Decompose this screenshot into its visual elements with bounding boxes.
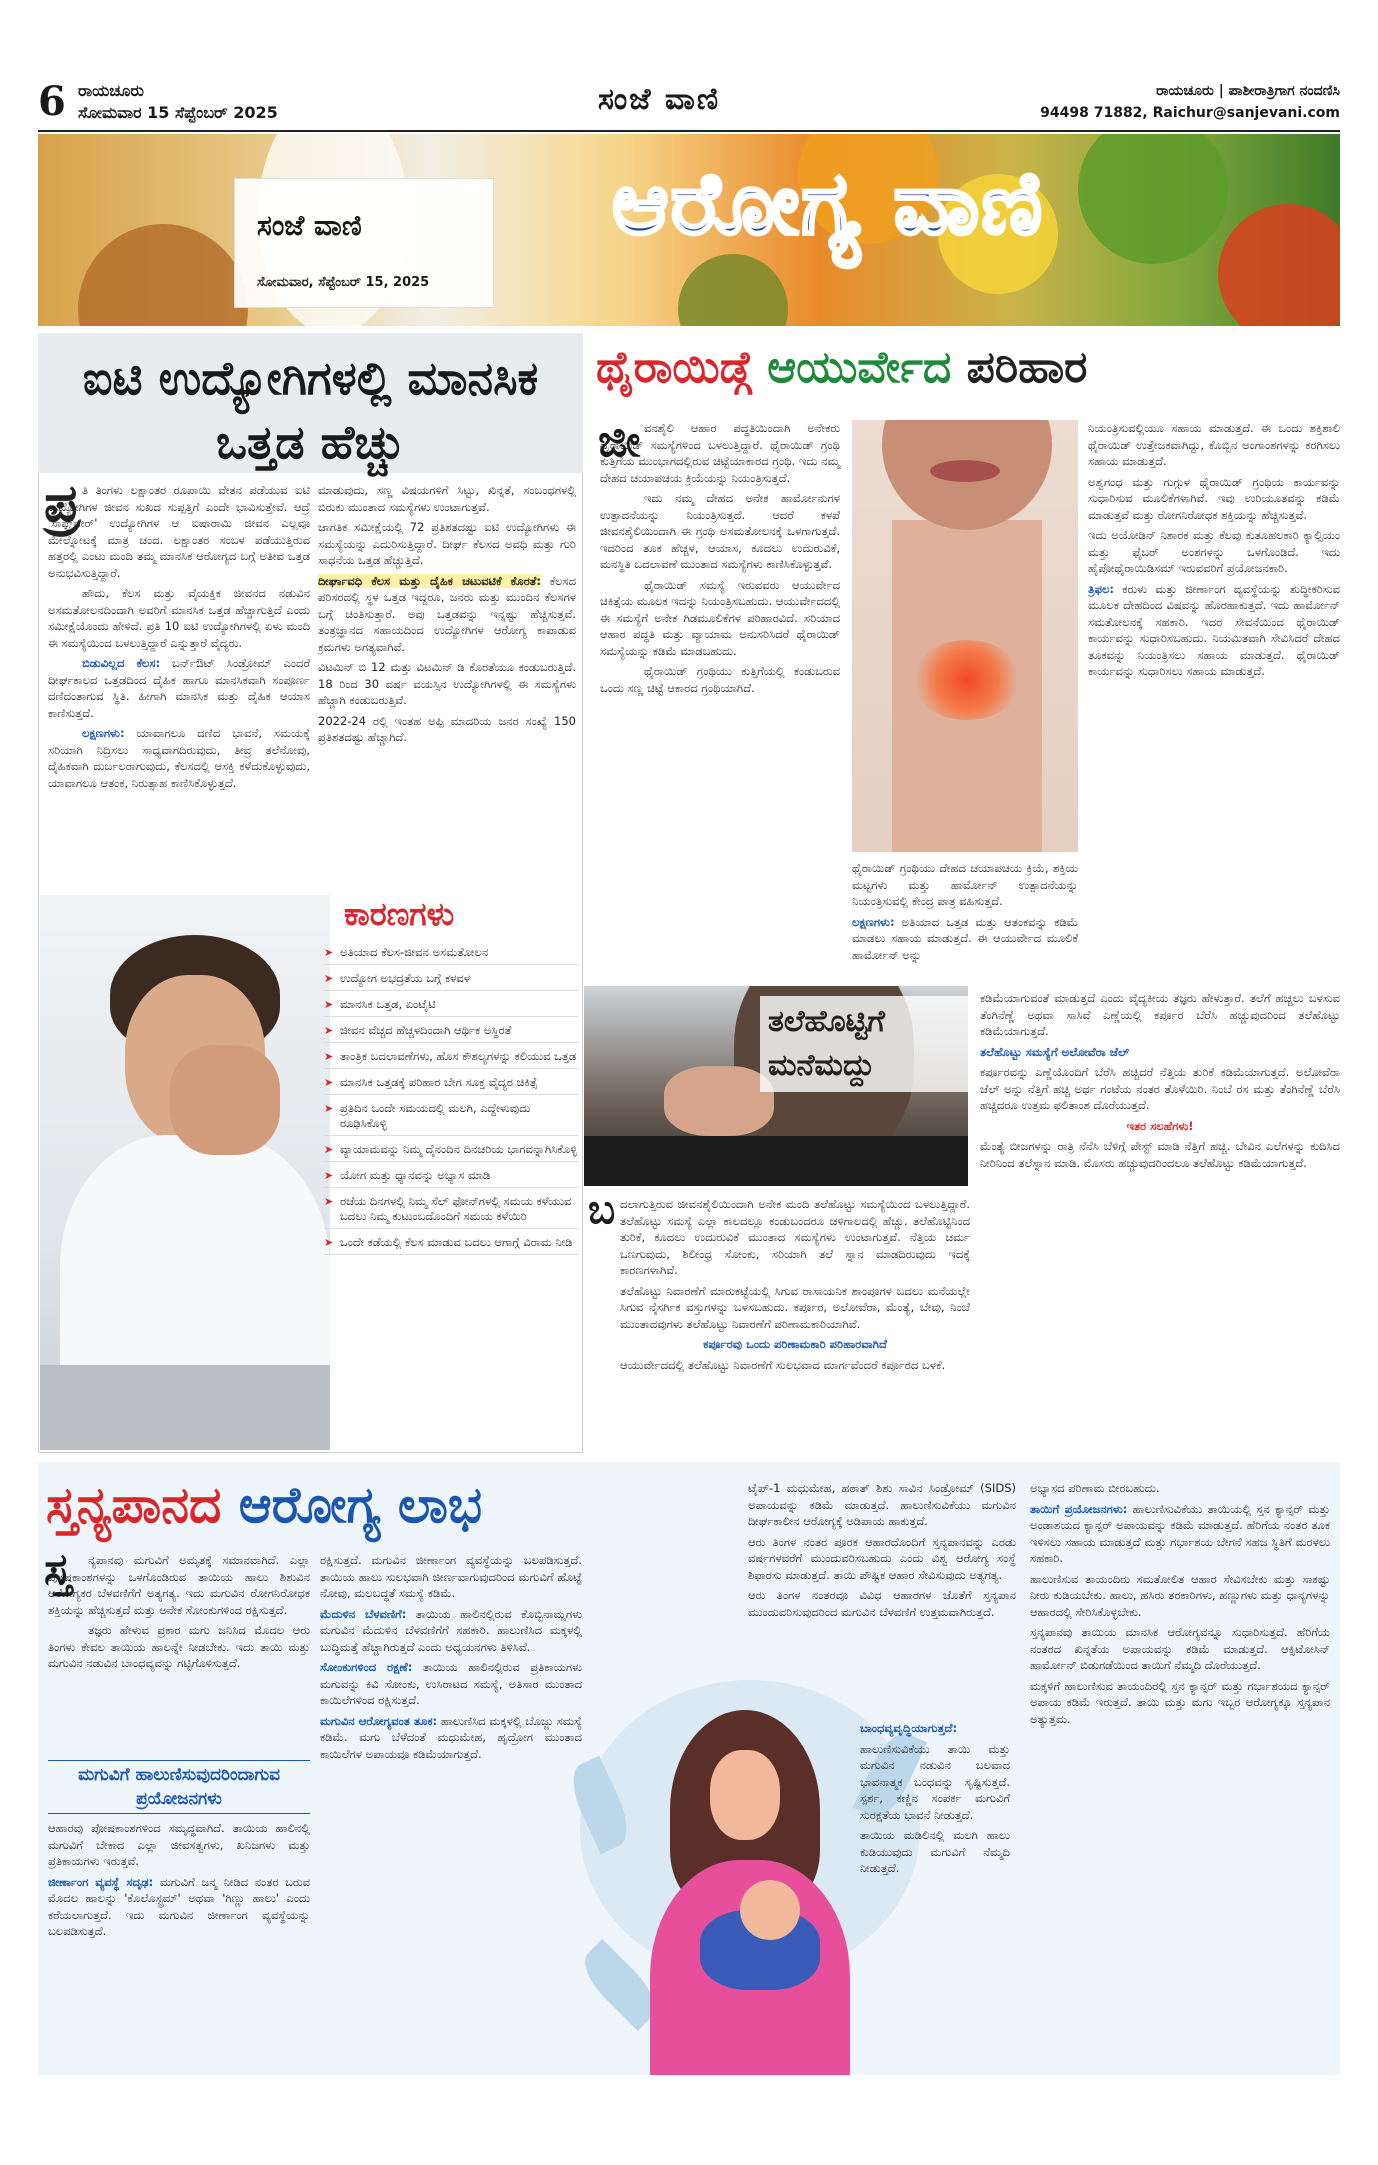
thyroid-title-word2: ಗೆ [751,342,768,393]
masthead-city: ರಾಯಚೂರು [78,81,144,100]
article-dandruff-paragraph [620,1336,970,1353]
article-dandruff-paragraph [980,1118,1340,1135]
masthead-contact-line1: ರಾಯಚೂರು | ಪಾಶೀರಾತ್ರಿಗಾಗ ನಂದಣಿಸಿ [1156,83,1340,99]
article-thyroid-column-2 [852,860,1078,967]
reason-item: ➤ ವ್ಯಾಯಾಮವನ್ನು ನಿಮ್ಮ ದೈನಂದಿನ ದಿನಚರಿಯ ಭಾಗವನ್ನಾಗಿಸಿಕೊಳ್ಳಿ [324,1142,578,1162]
illustration-baby-head [740,1880,800,1940]
article-thyroid-subheading: ಲಕ್ಷಣಗಳು: [852,914,895,929]
photo-coat [584,1136,968,1186]
reason-item: ➤ ಜೀವನ ವೆಚ್ಚದ ಹೆಚ್ಚಳದಿಂದಾಗಿ ಆರ್ಥಿಕ ಅಸ್ಥಿರತೆ [324,1023,578,1043]
article-breastfeeding-column-3 [860,1720,1010,1881]
reasons-list [324,945,578,1261]
article-thyroid-dropcap: ಜೀ [598,416,641,467]
article-breastfeeding-paragraph-text: ಮಗುವಿಗೆ ಜನ್ಮ ನೀಡಿದ ನಂತರ ಬರುವ ಮೊದಲ ಹಾಲನ್ನು 'ಕೊಲೊಸ್ಟ್ರಮ್' ಅಥವಾ 'ಗಿಣ್ಣು ಹಾಲು' ಎಂದು ಕರೆಯಲಾಗುತ್ತದೆ. ಇದು ಮಗುವಿನ ಜೀರ್ಣಾಂಗ ವ್ಯವಸ್ಥೆಯನ್ನು ಬಲಪಡಿಸುತ್ತದೆ. [48,1874,310,1938]
article-it-paragraph [48,725,310,791]
photo-hand [664,1066,774,1136]
reason-item: ➤ ಪ್ರತಿದಿನ ಒಂದೇ ಸಮಯದಲ್ಲಿ ಮಲಗಿ, ಎದ್ದೇಳುವುದು ರೂಢಿಸಿಕೊಳ್ಳಿ [324,1101,578,1136]
banner-tomato-image [1218,204,1340,326]
article-thyroid-subheading: ತ್ರಿಫಲ: [1088,581,1115,596]
article-thyroid-paragraph: ಅಶ್ವಗಂಧ ಮತ್ತು ಗುಗ್ಗುಳ ಥೈರಾಯಿಡ್ ಗ್ರಂಥಿಯ ಕಾರ್ಯವನ್ನು ಸುಧಾರಿಸುವ ಮೂಲಿಕೆಗಳಾಗಿವೆ. ಇವು ಉರಿಯೂತವನ್ನು ಕಡಿಮೆ ಮಾಡುತ್ತವೆ ಮತ್ತು ರೋಗನಿರೋಧಕ ಶಕ್ತಿಯನ್ನು ಹೆಚ್ಚಿಸುತ್ತವೆ. [1088,474,1340,522]
article-breastfeeding-paragraph-text: ಹಾಲುಣಿಸಿದ ಮಕ್ಕಳಲ್ಲಿ ಬೊಜ್ಜು ಸಮಸ್ಯೆ ಕಡಿಮೆ. ಮಗು ಬೆಳೆದಂತೆ ಮಧುಮೇಹ, ಹೃದ್ರೋಗ ಮುಂತಾದ ಕಾಯಿಲೆಗಳ ಅಪಾಯವೂ ಕಡಿಮೆಯಾಗುತ್ತದೆ. [320,1713,582,1761]
article-breastfeeding-subheading: ತಾಯಿಗೆ ಪ್ರಯೋಜನಗಳು: [1030,1501,1128,1516]
banner-vegetable-image [1078,134,1228,264]
reason-item: ➤ ಮಾನಸಿಕ ಒತ್ತಡಕ್ಕೆ ಪರಿಹಾರ ಬೇಗ ಸೂಕ್ತ ವೈದ್ಯರ ಚಿಕಿತ್ಸೆ [324,1075,578,1095]
article-breastfeeding-paragraph [320,1606,582,1656]
photo-hands [170,1045,280,1155]
article-breastfeeding-paragraph: ತಜ್ಞರು ಹೇಳುವ ಪ್ರಕಾರ ಮಗು ಜನಿಸಿದ ಮೊದಲ ಆರು ತಿಂಗಳು ಕೇವಲ ತಾಯಿಯ ಹಾಲನ್ನೇ ನೀಡಬೇಕು. ಇದು ತಾಯಿ ಮತ್ತು ಮಗುವಿನ ನಡುವಿನ ಬಾಂಧವ್ಯವನ್ನು ಗಟ್ಟಿಗೊಳಿಸುತ್ತದೆ. [48,1623,310,1670]
article-it-paragraph-text: ಕೆಲಸದ ಪರಿಸರದಲ್ಲಿ ಸ್ಥಳ ಒತ್ತಡ ಇದ್ದರೂ, ಜನರು ಮತ್ತು ಮುಂದಿನ ಕೆಲಸಗಳ ಬಗ್ಗೆ ಚಿಂತಿಸುತ್ತಾರೆ. ಅವು ಒತ್ತಡವನ್ನು ಇನ್ನಷ್ಟು ಹೆಚ್ಚಿಸುತ್ತವೆ. ತಂತ್ರಜ್ಞಾನದ ಸಹಾಯದಿಂದ ಉದ್ಯೋಗಿಗಳ ಆರೋಗ್ಯ ಕಾಪಾಡುವ ಕ್ರಮಗಳು ಅಗತ್ಯವಾಗಿವೆ. [318,573,577,654]
article-breastfeeding-paragraph: ಆಹಾರವು ಪೋಷಕಾಂಶಗಳಿಂದ ಸಮೃದ್ಧವಾಗಿದೆ. ತಾಯಿಯ ಹಾಲಿನಲ್ಲಿ ಮಗುವಿಗೆ ಬೇಕಾದ ಎಲ್ಲಾ ಜೀವಸತ್ವಗಳು, ಖನಿಜಗಳು ಮತ್ತು ಪ್ರತಿಕಾಯಗಳು ಇರುತ್ತವೆ. [48,1821,310,1868]
banner-kiwi-image [678,254,788,326]
article-it-paragraph [48,655,310,721]
article-breastfeeding-paragraph: ಸ್ತನ್ಯಪಾನವು ತಾಯಿಯ ಮಾನಸಿಕ ಆರೋಗ್ಯವನ್ನೂ ಸುಧಾರಿಸುತ್ತದೆ. ಹೆರಿಗೆಯ ನಂತರದ ಖಿನ್ನತೆಯ ಅಪಾಯವನ್ನು ಕಡಿಮೆ ಮಾಡುತ್ತದೆ. ಆಕ್ಸಿಟೋಸಿನ್ ಹಾರ್ಮೋನ್ ಬಿಡುಗಡೆಯಿಂದ ತಾಯಿಗೆ ನೆಮ್ಮದಿ ದೊರೆಯುತ್ತದೆ. [1030,1625,1330,1672]
article-thyroid-paragraph-text: ಕರುಳು ಮತ್ತು ಜೀರ್ಣಾಂಗ ವ್ಯವಸ್ಥೆಯನ್ನು ಶುದ್ಧೀಕರಿಸುವ ಮೂಲಕ ದೇಹದಿಂದ ವಿಷವನ್ನು ಹೊರಹಾಕುತ್ತದೆ. ಇದು ಹಾರ್ಮೋನ್ ಸಮತೋಲನಕ್ಕೆ ಸಹಕಾರಿ. ಇದರ ಸೇವನೆಯಿಂದ ಥೈರಾಯಿಡ್ ಕಾರ್ಯವನ್ನು ಸುಧಾರಿಸಬಹುದು. ನಿಯಮಿತವಾಗಿ ಸೇವಿಸಿದರೆ ದೇಹದ ತೂಕವನ್ನು ನಿಯಂತ್ರಿಸಲು ಸಹಾಯ ಮಾಡುತ್ತದೆ. ಥೈರಾಯಿಡ್ ಕಾರ್ಯವನ್ನು ಸುಧಾರಿಸಲು ಸಹಾಯ ಮಾಡುತ್ತದೆ. [1088,581,1341,678]
masthead-contact-line2: 94498 71882, Raichur@sanjevani.com [1040,105,1340,121]
article-dandruff-subheading: ತಲೆಹೊಟ್ಟು ಸಮಸ್ಯೆಗೆ ಅಲೋವೆರಾ ಜೆಲ್ [980,1044,1130,1059]
reasons-title: ಕಾರಣಗಳು [344,895,455,933]
reason-item: ➤ ಅತಿಯಾದ ಕೆಲಸ-ಜೀವನ ಅಸಮತೋಲನ [324,945,578,965]
article-thyroid-paragraph: ಥೈರಾಯಿಡ್ ಗ್ರಂಥಿಯು ಕುತ್ತಿಗೆಯಲ್ಲಿ ಕಂಡುಬರುವ ಒಂದು ಸಣ್ಣ ಚಿಟ್ಟೆ ಆಕಾರದ ಗ್ರಂಥಿಯಾಗಿದೆ. [600,664,840,695]
article-it-paragraph: ತಿ ತಿಂಗಳು ಲಕ್ಷಾಂತರ ರೂಪಾಯಿ ವೇತನ ಪಡೆಯುವ ಐಟಿ ಉದ್ಯೋಗಿಗಳ ಜೀವನ ಸುಖದ ಸುಪ್ಪತ್ತಿಗೆ ಎಂದೇ ಭಾವಿಸುತ್ತೇವೆ. ಆದ್ರೆ 'ಸಾಫ್ಟ್‌ವೇರ್' ಉದ್ಯೋಗಿಗಳ ಆ ಐಷಾರಾಮಿ ಜೀವನ ಎಲ್ಲವೂ ಮೇಲ್ನೋಟಕ್ಕೆ ಮಾತ್ರ ಚಂದ. ಲಕ್ಷಾಂತರ ಸಂಬಳ ಪಡೆಯುತ್ತಿರುವ ಹತ್ತರಲ್ಲಿ ಎಂಟು ಮಂದಿ ತಮ್ಮ ಮಾನಸಿಕ ಆರೋಗ್ಯದ ಬಗ್ಗೆ ಅತೀವ ಒತ್ತಡ ಅನುಭವಿಸುತ್ತಿದ್ದಾರೆ. [48,483,310,580]
article-dandruff-paragraph: ಆಯುರ್ವೇದದಲ್ಲಿ ತಲೆಹೊಟ್ಟು ನಿವಾರಣೆಗೆ ಸುಲಭವಾದ ಮಾರ್ಗವೆಂದರೆ ಕರ್ಪೂರದ ಬಳಕೆ. [620,1357,946,1372]
reason-item: ➤ ರಜೆಯ ದಿನಗಳಲ್ಲಿ ನಿಮ್ಮ ಸೆಲ್ ಫೋನ್‌ಗಳಲ್ಲಿ ಸಮಯ ಕಳೆಯುವ ಬದಲು ನಿಮ್ಮ ಕುಟುಂಬದೊಂದಿಗೆ ಸಮಯ ಕಳೆಯಿರಿ [324,1194,578,1229]
article-breastfeeding-paragraph-text: ತಾಯಿಯ ಹಾಲಿನಲ್ಲಿರುವ ಪ್ರತಿಕಾಯಗಳು ಮಗುವನ್ನು ಕಿವಿ ಸೋಂಕು, ಉಸಿರಾಟದ ಸಮಸ್ಯೆ, ಅತಿಸಾರ ಮುಂತಾದ ಕಾಯಿಲೆಗಳಿಂದ ರಕ್ಷಿಸುತ್ತದೆ. [320,1660,582,1707]
thyroid-neck-photo [852,420,1078,852]
article-dandruff-subheading: ಕರ್ಪೂರವು ಒಂದು ಪರಿಣಾಮಕಾರಿ ಪರಿಹಾರವಾಗಿದೆ [703,1337,887,1351]
article-it-subheading: ದೀರ್ಘಾವಧಿ ಕೆಲಸ ಮತ್ತು ದೈಹಿಕ ಚಟುವಟಿಕೆ ಕೊರತೆ: [318,573,541,588]
photo-lips [930,460,1000,482]
article-breastfeeding-subheading: ಬಾಂಧವ್ಯವೃದ್ಧಿಯಾಗುತ್ತದೆ: [860,1721,958,1735]
article-thyroid-paragraph: ವನಶೈಲಿ ಆಹಾರ ಪದ್ಧತಿಯಿಂದಾಗಿ ಅನೇಕರು ಥೈರಾಯಿಡ್ ಸಮಸ್ಯೆಗಳಿಂದ ಬಳಲುತ್ತಿದ್ದಾರೆ. ಥೈರಾಯಿಡ್ ಗ್ರಂಥಿ ಕುತ್ತಿಗೆಯ ಮುಂಭಾಗದಲ್ಲಿರುವ ಚಿಟ್ಟೆಯಾಕಾರದ ಗ್ರಂಥಿ. ಇದು ನಮ್ಮ ದೇಹದ ಚಯಾಪಚಯ ಕ್ರಿಯೆಯನ್ನು ನಿಯಂತ್ರಿಸುತ್ತದೆ. [600,421,840,485]
article-thyroid-column-1 [598,416,840,700]
article-breastfeeding-paragraph [860,1720,1010,1737]
article-thyroid-paragraph [1088,581,1340,680]
article-it-right-column [318,482,576,750]
article-it-dropcap: ಪ್ರ [44,474,80,534]
article-dandruff-paragraph [980,1044,1340,1061]
thyroid-title-word4: ಪರಿಹಾರ [951,342,1088,393]
article-it-title: ಐಟಿ ಉದ್ಯೋಗಿಗಳಲ್ಲಿ ಮಾನಸಿಕ ಒತ್ತಡ ಹೆಚ್ಚು [82,351,539,469]
article-it-paragraph-text: ಬರ್ನ್‌ಔಟ್ ಸಿಂಡ್ರೋಮ್ ಎಂದರೆ ದೀರ್ಘಕಾಲದ ಒತ್ತಡದಿಂದ ದೈಹಿಕ ಹಾಗೂ ಮಾನಸಿಕವಾಗಿ ಸಂಪೂರ್ಣ ದಣಿದಂತಾಗುವ ಸ್ಥಿತಿ. ಹೀಗಾಗಿ ಮಾನಸಿಕ ಮತ್ತು ದೈಹಿಕ ಆಯಾಸ ಕಾಣಿಸುತ್ತದೆ. [48,656,310,720]
article-breastfeeding-paragraph-text: ಹಾಲುಣಿಸುವಿಕೆಯು ತಾಯಿಯಲ್ಲಿ ಸ್ತನ ಕ್ಯಾನ್ಸರ್ ಮತ್ತು ಅಂಡಾಶಯದ ಕ್ಯಾನ್ಸರ್ ಅಪಾಯವನ್ನು ಕಡಿಮೆ ಮಾಡುತ್ತದೆ. ಹೆರಿಗೆಯ ನಂತರ ತೂಕ ಇಳಿಸಲು ಸಹಾಯ ಮಾಡುತ್ತದೆ ಮತ್ತು ಗರ್ಭಾಶಯ ಬೇಗನೆ ಸಹಜ ಸ್ಥಿತಿಗೆ ಮರಳಲು ಸಹಕಾರಿ. [1030,1501,1331,1565]
article-thyroid-paragraph: ಥೈರಾಯಿಡ್ ಗ್ರಂಥಿಯು ದೇಹದ ಚಯಾಪಚಯ ಕ್ರಿಯೆ, ಶಕ್ತಿಯ ಮಟ್ಟಗಳು ಮತ್ತು ಹಾರ್ಮೋನ್ ಉತ್ಪಾದನೆಯನ್ನು ನಿಯಂತ್ರಿಸುವಲ್ಲಿ ಕೇಂದ್ರ ಪಾತ್ರ ವಹಿಸುತ್ತದೆ. [852,861,1078,908]
article-dandruff-paragraph: ಮೆಂತ್ಯೆ ಬೀಜಗಳನ್ನು ರಾತ್ರಿ ನೆನೆಸಿ ಬೆಳಿಗ್ಗೆ ಪೇಸ್ಟ್ ಮಾಡಿ ನೆತ್ತಿಗೆ ಹಚ್ಚಿ. ಬೇವಿನ ಎಲೆಗಳನ್ನು ಕುದಿಸಿದ ನೀರಿನಿಂದ ತಲೆಸ್ನಾನ ಮಾಡಿ. ಮೊಸರು ಹಚ್ಚುವುದರಿಂದಲೂ ತಲೆಹೊಟ್ಟು ಕಡಿಮೆಯಾಗುತ್ತದೆ. [980,1139,1340,1170]
masthead [38,76,1340,132]
article-breastfeeding-subheading: ಸೋಂಕುಗಳಿಂದ ರಕ್ಷಣೆ: [320,1660,413,1674]
breastfeeding-title-word2: ಆರೋಗ್ಯ ಲಾಭ [221,1476,483,1534]
article-it-left-column [48,482,310,795]
article-it-paragraph-text: ಯಾವಾಗಲೂ ದಣಿದ ಭಾವನೆ, ಸಮಯಕ್ಕೆ ಸರಿಯಾಗಿ ನಿದ್ರಿಸಲು ಸಾಧ್ಯವಾಗದಿರುವುದು, ತೀವ್ರ ತಲೆನೋವು, ದೈಹಿಕವಾಗಿ ದುರ್ಬಲರಾಗುವುದು, ಕೆಲಸದಲ್ಲಿ ಆಸಕ್ತಿ ಕಳೆದುಕೊಳ್ಳುವುದು, ಯಾವಾಗಲೂ ಆತಂಕ, ನಿರುತ್ಸಾಹ ಕಾಣಿಸಿಕೊಳ್ಳುತ್ತದೆ. [48,726,310,790]
thyroid-title-word3: ಆಯುರ್ವೇದ [767,342,952,393]
article-breastfeeding-column-1 [48,1552,310,1676]
reason-item: ➤ ತಾಂತ್ರಿಕ ಬದಲಾವಣೆಗಳು, ಹೊಸ ಕೌಶಲ್ಯಗಳನ್ನು ಕಲಿಯುವ ಒತ್ತಡ [324,1049,578,1069]
article-thyroid-column-3 [1088,420,1340,684]
article-breastfeeding-column-5 [1030,1480,1330,1731]
article-breastfeeding-paragraph-text: ತಾಯಿಯ ಹಾಲಿನಲ್ಲಿರುವ ಕೊಬ್ಬಿನಾಮ್ಲಗಳು ಮಗುವಿನ ಮೆದುಳಿನ ಬೆಳವಣಿಗೆಗೆ ಸಹಕಾರಿ. ಹಾಲುಣಿಸಿದ ಮಕ್ಕಳಲ್ಲಿ ಬುದ್ಧಿಮತ್ತೆ ಹೆಚ್ಚಾಗಿರುತ್ತದೆ ಎಂದು ಅಧ್ಯಯನಗಳು ತಿಳಿಸಿವೆ. [320,1606,583,1654]
article-breastfeeding-paragraph [320,1713,582,1763]
article-breastfeeding-subheading: ಮೆದುಳಿನ ಬೆಳವಣಿಗೆ: [320,1606,407,1621]
reason-item: ➤ ಉದ್ಯೋಗ ಅಭದ್ರತೆಯ ಬಗ್ಗೆ ಕಳವಳ [324,971,578,991]
section-title: ಆರೋಗ್ಯ ವಾಣಿ [612,154,1045,254]
breastfeeding-title-word1: ಸ್ತನ್ಯಪಾನದ [46,1476,222,1534]
reason-item: ➤ ಮಾನಸಿಕ ಒತ್ತಡ, ಏಂಟೈಟಿ [324,997,578,1017]
banner-logo: ಸಂಜೆ ವಾಣಿ [257,209,362,242]
thyroid-title-word1: ಥೈರಾಯಿಡ್ [596,342,752,393]
article-breastfeeding-subhead: ಮಗುವಿಗೆ ಹಾಲುಣಿಸುವುದರಿಂದಾಗುವ ಪ್ರಯೋಜನಗಳು [48,1760,310,1814]
reason-item: ➤ ಯೋಗ ಮತ್ತು ಧ್ಯಾನವನ್ನು ಅಭ್ಯಾಸ ಮಾಡಿ [324,1168,578,1188]
reason-item: ➤ ಒಂದೇ ಕಡೆಯಲ್ಲಿ ಕೆಲಸ ಮಾಡುವ ಬದಲು ಆಗಾಗ್ಗೆ ವಿರಾಮ ನೀಡಿ [324,1235,578,1255]
article-dandruff-dropcap: ಬ [588,1187,616,1233]
article-breastfeeding-column-4 [748,1480,1016,1715]
stressed-man-photo [40,895,330,1450]
article-thyroid-title [596,338,1340,398]
article-it-paragraph: ಜಾಗತಿಕ ಸಮೀಕ್ಷೆಯಲ್ಲಿ 72 ಪ್ರತಿಶತದಷ್ಟು ಐಟಿ ಉದ್ಯೋಗಿಗಳು ಈ ಸಮಸ್ಯೆಯನ್ನು ಎದುರಿಸುತ್ತಿದ್ದಾರೆ. ದೀರ್ಘ ಕೆಲಸದ ಅವಧಿ ಮತ್ತು ಗುರಿ ಸಾಧನೆಯ ಒತ್ತಡ ಹೆಚ್ಚುತ್ತಿದೆ. [318,520,576,567]
article-dandruff-title: ತಲೆಹೊಟ್ಟಿಗೆ ಮನೆಮದ್ದು [760,996,970,1092]
masthead-date: ಸೋಮವಾರ 15 ಸೆಪ್ಟೆಂಬರ್ 2025 [78,103,278,122]
article-breastfeeding-paragraph [48,1874,310,1940]
article-it-paragraph: 2022-24 ರಲ್ಲಿ ಇಂತಹ ಅಪ್ಪಿ ಮಾದರಿಯ ಜನರ ಸಂಖ್ಯೆ 150 ಪ್ರತಿಶತದಷ್ಟು ಹೆಚ್ಚಾಗಿದೆ. [318,713,576,744]
article-breastfeeding-paragraph: ಆರು ತಿಂಗಳ ನಂತರವೂ ವಿವಿಧ ಆಹಾರಗಳ ಜೊತೆಗೆ ಸ್ತನ್ಯಪಾನ ಮುಂದುವರಿಸುವುದರಿಂದ ಮಗುವಿನ ಬೆಳವಣಿಗೆ ಉತ್ತಮವಾಗಿರುತ್ತದೆ. [748,1588,1016,1619]
article-dandruff-paragraph: ಕರ್ಪೂರವನ್ನು ಎಣ್ಣೆಯೊಂದಿಗೆ ಬೆರೆಸಿ ಹಚ್ಚಿದರೆ ನೆತ್ತಿಯ ತುರಿಕೆ ಕಡಿಮೆಯಾಗುತ್ತದೆ. ಅಲೋವೆರಾ ಜೆಲ್ ಅನ್ನು ನೆತ್ತಿಗೆ ಹಚ್ಚಿ ಅರ್ಧ ಗಂಟೆಯ ನಂತರ ತೊಳೆಯಿರಿ. ನಿಂಬೆ ರಸ ಮತ್ತು ತೆಂಗಿನೆಣ್ಣೆ ಬೆರೆಸಿ ಹಚ್ಚಿದರೂ ಉತ್ತಮ ಫಲಿತಾಂಶ ದೊರೆಯುತ್ತದೆ. [980,1065,1340,1112]
banner-logo-card [234,178,494,308]
article-it-subheading: ಲಕ್ಷಣಗಳು: [82,726,125,740]
illustration-mother-face [710,1750,780,1840]
article-thyroid-paragraph: ಇದು ನಮ್ಮ ದೇಹದ ಅನೇಕ ಹಾರ್ಮೋನುಗಳ ಉತ್ಪಾದನೆಯನ್ನು ನಿಯಂತ್ರಿಸುತ್ತದೆ. ಆದರೆ ಕಳಪೆ ಜೀವನಶೈಲಿಯಿಂದಾಗಿ ಈ ಗ್ರಂಥಿ ಅಸಮತೋಲನಕ್ಕೆ ಒಳಗಾಗುತ್ತದೆ. ಇದರಿಂದ ತೂಕ ಹೆಚ್ಚಳ, ಆಯಾಸ, ಕೂದಲು ಉದುರುವಿಕೆ, ಮನಸ್ಥಿತಿ ಬದಲಾವಣೆ ಮುಂತಾದ ಸಮಸ್ಯೆಗಳು ಕಾಣಿಸಿಕೊಳ್ಳುತ್ತವೆ. [600,491,840,571]
banner-date: ಸೋಮವಾರ, ಸೆಪ್ಟೆಂಬರ್ 15, 2025 [257,275,430,290]
article-thyroid-paragraph: ಥೈರಾಯಿಡ್ ಸಮಸ್ಯೆ ಇರುವವರು ಆಯುರ್ವೇದ ಚಿಕಿತ್ಸೆಯ ಮೂಲಕ ಇದನ್ನು ನಿಯಂತ್ರಿಸಬಹುದು. ಆಯುರ್ವೇದದಲ್ಲಿ ಈ ಸಮಸ್ಯೆಗೆ ಅನೇಕ ಗಿಡಮೂಲಿಕೆಗಳ ಪರಿಹಾರವಿದೆ. ಸರಿಯಾದ ಆಹಾರ ಪದ್ಧತಿ ಮತ್ತು ವ್ಯಾಯಾಮ ಅನುಸರಿಸಿದರೆ ಥೈರಾಯಿಡ್ ಸಮಸ್ಯೆಯನ್ನು ಕಡಿಮೆ ಮಾಡಬಹುದು. [600,577,840,658]
article-thyroid-paragraph [852,914,1078,964]
photo-thyroid-gland [912,640,1022,720]
article-breastfeeding-paragraph [1030,1501,1330,1567]
masthead-left [78,80,278,124]
article-breastfeeding-subheading: ಜೀರ್ಣಾಂಗ ವ್ಯವಸ್ಥೆ ಸದೃಢ: [48,1874,154,1889]
article-thyroid-paragraph-text: ಅತಿಯಾದ ಒತ್ತಡ ಮತ್ತು ಆತಂಕವನ್ನು ಕಡಿಮೆ ಮಾಡಲು ಸಹಾಯ ಮಾಡುತ್ತದೆ. ಈ ಆಯುರ್ವೇದ ಮೂಲಿಕೆ ಹಾರ್ಮೋನ್ ಅನ್ನು [852,914,1079,962]
article-dandruff-subheading: ಇತರ ಸಲಹೆಗಳು! [1126,1118,1194,1133]
photo-desk [40,1365,330,1450]
article-breastfeeding-paragraph [320,1659,582,1709]
article-thyroid-paragraph: ನಿಯಂತ್ರಿಸುವಲ್ಲಿಯೂ ಸಹಾಯ ಮಾಡುತ್ತದೆ. ಈ ಒಂದು ಶಕ್ತಿಶಾಲಿ ಥೈರಾಯಿಡ್ ಉತ್ತೇಜಕವಾಗಿದ್ದು, ಕೊಬ್ಬಿನ ಅಂಗಾಂಶಗಳನ್ನು ಕರಗಿಸಲು ಸಹಾಯ ಮಾಡುತ್ತದೆ. [1088,421,1340,468]
article-dandruff-paragraph: ದಲಾಗುತ್ತಿರುವ ಜೀವನಶೈಲಿಯಿಂದಾಗಿ ಅನೇಕ ಮಂದಿ ತಲೆಹೊಟ್ಟು ಸಮಸ್ಯೆಯಿಂದ ಬಳಲುತ್ತಿದ್ದಾರೆ. ತಲೆಹೊಟ್ಟು ಸಮಸ್ಯೆ ಎಲ್ಲಾ ಕಾಲದಲ್ಲೂ ಕಂಡುಬಂದರೂ ಚಳಿಗಾಲದಲ್ಲಿ ಹೆಚ್ಚು. ತಲೆಹೊಟ್ಟಿನಿಂದ ತುರಿಕೆ, ಕೂದಲು ಉದುರುವಿಕೆ ಮುಂತಾದ ಸಮಸ್ಯೆಗಳು ಉಂಟಾಗುತ್ತವೆ. ನೆತ್ತಿಯ ಚರ್ಮ ಒಣಗುವುದು, ಶಿಲೀಂಧ್ರ ಸೋಂಕು, ಸರಿಯಾಗಿ ತಲೆ ಸ್ನಾನ ಮಾಡದಿರುವುದು ಇದಕ್ಕೆ ಕಾರಣಗಳಾಗಿವೆ. [620,1197,970,1277]
article-breastfeeding-title [46,1470,482,1540]
article-it-paragraph [318,573,576,656]
article-breastfeeding-paragraph: ಟೈಪ್-1 ಮಧುಮೇಹ, ಹಠಾತ್ ಶಿಶು ಸಾವಿನ ಸಿಂಡ್ರೋಮ್ (SIDS) ಅಪಾಯವನ್ನು ಕಡಿಮೆ ಮಾಡುತ್ತದೆ. ಹಾಲುಣಿಸುವಿಕೆಯು ಮಗುವಿನ ದೀರ್ಘಕಾಲೀನ ಆರೋಗ್ಯಕ್ಕೆ ಅಡಿಪಾಯ ಹಾಕುತ್ತದೆ. [748,1481,1016,1528]
article-breastfeeding-paragraph: ಹಾಲುಣಿಸುವಿಕೆಯು ತಾಯಿ ಮತ್ತು ಮಗುವಿನ ನಡುವಿನ ಬಲವಾದ ಭಾವನಾತ್ಮಕ ಬಂಧವನ್ನು ಸೃಷ್ಟಿಸುತ್ತದೆ. ಸ್ಪರ್ಶ, ಕಣ್ಣಿನ ಸಂಪರ್ಕ ಮಗುವಿಗೆ ಸುರಕ್ಷತೆಯ ಭಾವನೆ ನೀಡುತ್ತದೆ. [860,1741,1010,1822]
article-it-paragraph: ವಿಟಮಿನ್ ಬಿ 12 ಮತ್ತು ವಿಟಮಿನ್ ಡಿ ಕೊರತೆಯೂ ಕಂಡುಬರುತ್ತಿದೆ. 18 ರಿಂದ 30 ವರ್ಷ ವಯಸ್ಸಿನ ಉದ್ಯೋಗಿಗಳಲ್ಲಿ ಈ ಸಮಸ್ಯೆಗಳು ಹೆಚ್ಚಾಗಿ ಕಂಡುಬರುತ್ತಿವೆ. [318,660,576,707]
article-dandruff-side-column [980,990,1340,1175]
article-breastfeeding-paragraph: ನ್ಯಪಾನವು ಮಗುವಿಗೆ ಅಮೃತಕ್ಕೆ ಸಮಾನವಾಗಿದೆ. ಎಲ್ಲಾ ಪೋಷಕಾಂಶಗಳನ್ನು ಒಳಗೊಂಡಿರುವ ತಾಯಿಯ ಹಾಲು ಶಿಶುವಿನ ಆರೋಗ್ಯಕರ ಬೆಳವಣಿಗೆಗೆ ಅತ್ಯಗತ್ಯ. ಇದು ಮಗುವಿನ ರೋಗನಿರೋಧಕ ಶಕ್ತಿಯನ್ನು ಹೆಚ್ಚಿಸುತ್ತದೆ ಮತ್ತು ಅನೇಕ ಸೋಂಕುಗಳಿಂದ ರಕ್ಷಿಸುತ್ತದೆ. [48,1553,310,1617]
article-dandruff-paragraph: ಕಡಿಮೆಯಾಗುವಂತೆ ಮಾಡುತ್ತದೆ ಎಂದು ವೈದ್ಯಕೀಯ ತಜ್ಞರು ಹೇಳುತ್ತಾರೆ. ತಲೆಗೆ ಹಚ್ಚಲು ಬಳಸುವ ತೆಂಗಿನೆಣ್ಣೆ ಅಥವಾ ಸಾಸಿವೆ ಎಣ್ಣೆಯಲ್ಲಿ ಕರ್ಪೂರ ಬೆರೆಸಿ ಹಚ್ಚುವುದರಿಂದ ತಲೆಹೊಟ್ಟು ಕಡಿಮೆಯಾಗುತ್ತದೆ. [980,991,1340,1038]
article-breastfeeding-paragraph: ಹಾಲುಣಿಸುವ ತಾಯಂದಿರು ಸಮತೋಲಿತ ಆಹಾರ ಸೇವಿಸಬೇಕು ಮತ್ತು ಸಾಕಷ್ಟು ನೀರು ಕುಡಿಯಬೇಕು. ಹಾಲು, ಹಸಿರು ತರಕಾರಿಗಳು, ಹಣ್ಣುಗಳು ಮತ್ತು ಧಾನ್ಯಗಳನ್ನು ಆಹಾರದಲ್ಲಿ ಸೇರಿಸಿಕೊಳ್ಳಬೇಕು. [1030,1571,1330,1619]
article-breastfeeding-paragraph: ರಕ್ಷಿಸುತ್ತದೆ. ಮಗುವಿನ ಜೀರ್ಣಾಂಗ ವ್ಯವಸ್ಥೆಯನ್ನು ಬಲಪಡಿಸುತ್ತದೆ. ತಾಯಿಯ ಹಾಲು ಸುಲಭವಾಗಿ ಜೀರ್ಣವಾಗುವುದರಿಂದ ಮಗುವಿಗೆ ಹೊಟ್ಟೆ ನೋವು, ಮಲಬದ್ಧತೆ ಸಮಸ್ಯೆ ಕಡಿಮೆ. [320,1553,582,1600]
banner-food-image [78,224,248,326]
article-it-paragraph: ಮಾಡುವುದು, ಸಣ್ಣ ವಿಷಯಗಳಿಗೆ ಸಿಟ್ಟು, ಖಿನ್ನತೆ, ಸಂಬಂಧಗಳಲ್ಲಿ ಬಿರುಕು ಮುಂತಾದ ಸಮಸ್ಯೆಗಳು ಉಂಟಾಗುತ್ತವೆ. [318,483,576,514]
newspaper-logo: ಸಂಜೆ ವಾಣಿ [598,82,721,117]
article-it-paragraph: ಹೌದು, ಕೆಲಸ ಮತ್ತು ವೈಯಕ್ತಿಕ ಜೀವನದ ನಡುವಿನ ಅಸಮತೋಲನದಿಂದಾಗಿ ಅವರಿಗೆ ಮಾನಸಿಕ ಒತ್ತಡ ಹೆಚ್ಚಾಗುತ್ತಿದೆ ಎಂದು ಸಮೀಕ್ಷೆಯೊಂದು ಹೇಳಿದೆ. ಪ್ರತಿ 10 ಐಟಿ ಉದ್ಯೋಗಿಗಳಲ್ಲಿ ಏಳು ಮಂದಿ ಈ ಸಮಸ್ಯೆಯಿಂದ ಬಳಲುತ್ತಿದ್ದಾರೆ ಎನ್ನುತ್ತಾರೆ ವೈದ್ಯರು. [48,586,310,650]
article-breastfeeding-dropcap: ಸ್ತ [44,1544,72,1595]
article-breastfeeding-paragraph: ಆರು ತಿಂಗಳ ನಂತರ ಪೂರಕ ಆಹಾರದೊಂದಿಗೆ ಸ್ತನ್ಯಪಾನವನ್ನು ಎರಡು ವರ್ಷಗಳವರೆಗೆ ಮುಂದುವರಿಸಬಹುದು ಎಂದು ವಿಶ್ವ ಆರೋಗ್ಯ ಸಂಸ್ಥೆ ಶಿಫಾರಸು ಮಾಡುತ್ತದೆ. ತಾಯಿ ಪೌಷ್ಟಿಕ ಆಹಾರ ಸೇವಿಸುವುದು ಅತ್ಯಗತ್ಯ. [748,1534,1016,1582]
article-breastfeeding-column-2 [320,1552,582,1766]
masthead-right [1040,80,1340,124]
article-breastfeeding-subheading: ಮಗುವಿನ ಆರೋಗ್ಯವಂತ ತೂಕ: [320,1713,438,1728]
article-breastfeeding-paragraph: ಅಭ್ಯಾಸದ ಪರಿಣಾಮ ಬೀರಬಹುದು. [1030,1481,1160,1495]
article-it-subheading: ಬಿಡುವಿಲ್ಲದ ಕೆಲಸ: [82,656,161,670]
page-number: 6 [38,78,66,125]
article-breastfeeding-column-1b [48,1820,310,1944]
article-thyroid-paragraph: ಇದು ಅಯೋಡಿನ್ ನಿಶಾರಕ ಮತ್ತು ಕೆಲವು ಕುತೂಹಲಕಾರಿ ಕ್ಯಾಲ್ಸಿಯಂ ಮತ್ತು ಫೈಬರ್ ಅಂಶಗಳನ್ನು ಒಳಗೊಂಡಿದೆ. ಇದು ಹೈಪೋಥೈರಾಯಿಡಿಸಮ್ ಇರುವವರಿಗೆ ಪ್ರಯೋಜನಕಾರಿ. [1088,528,1340,575]
article-breastfeeding-paragraph: ಮಕ್ಕಳಿಗೆ ಹಾಲುಣಿಸುವ ತಾಯಂದಿರಲ್ಲಿ ಸ್ತನ ಕ್ಯಾನ್ಸರ್ ಮತ್ತು ಗರ್ಭಾಶಯದ ಕ್ಯಾನ್ಸರ್ ಅಪಾಯ ಕಡಿಮೆ ಇರುತ್ತದೆ. ತಾಯಿ ಮತ್ತು ಮಗು ಇಬ್ಬರ ಆರೋಗ್ಯಕ್ಕೂ ಸ್ತನ್ಯಪಾನ ಅತ್ಯುತ್ತಮ. [1030,1678,1330,1726]
health-banner [38,134,1340,326]
article-dandruff-paragraph: ತಲೆಹೊಟ್ಟು ನಿವಾರಣೆಗೆ ಮಾರುಕಟ್ಟೆಯಲ್ಲಿ ಸಿಗುವ ರಾಸಾಯನಿಕ ಶಾಂಪೂಗಳ ಬದಲು ಮನೆಯಲ್ಲೇ ಸಿಗುವ ನೈಸರ್ಗಿಕ ವಸ್ತುಗಳನ್ನು ಬಳಸಬಹುದು. ಕರ್ಪೂರ, ಅಲೋವೆರಾ, ಮೆಂತ್ಯೆ, ಬೇವು, ನಿಂಬೆ ಮುಂತಾದವುಗಳು ತಲೆಹೊಟ್ಟು ನಿವಾರಣೆಗೆ ಪರಿಣಾಮಕಾರಿಯಾಗಿವೆ. [620,1283,970,1331]
article-dandruff-body [620,1196,970,1377]
article-breastfeeding-paragraph: ತಾಯಿಯ ಮಡಿಲಿನಲ್ಲಿ ಮಲಗಿ ಹಾಲು ಕುಡಿಯುವುದು ಮಗುವಿಗೆ ನೆಮ್ಮದಿ ನೀಡುತ್ತದೆ. [860,1828,1010,1875]
